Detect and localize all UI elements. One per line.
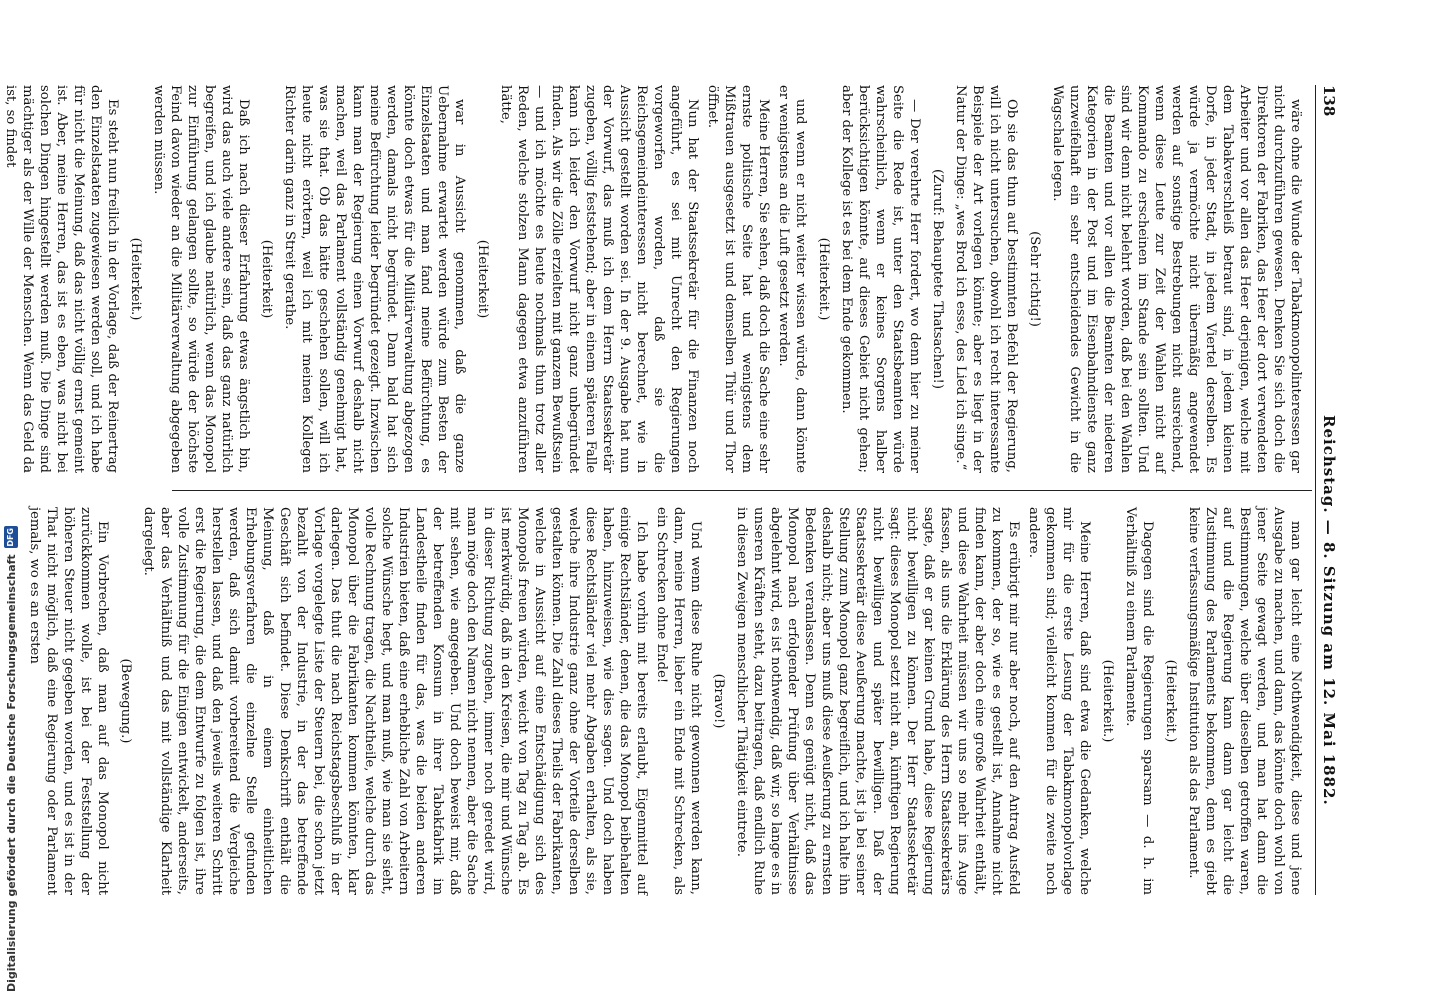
column-divider [172,490,1312,491]
paragraph: und wenn er nicht weiter wissen würde, dann könnte er wenigstens an die Luft gesetzt werden. [776,85,808,473]
paragraph: Und wenn diese Ruhe nicht gewonnen werden kann, dann, meine Herren, lieber ein Ende mit Schrecken, als ein Schrecken ohne Ende! [654,507,703,895]
page-title: Reichstag. — 8. Sitzung am 12. Mai 1882. [1320,415,1338,806]
paragraph: wäre ohne die Wunde der Tabakmonopolinteressen gar nicht durchzuführen gewesen. Denken Sie sich doch die Direktoren der Fabriken, das Heer der dort verwendeten Arbeiter und vor allen das Heer derjenigen, welche mit dem Tabakverschleiß betraut sind, in jedem kleinen Dorfe, in jeder Stadt, in jedem Viertel derselben. Es würde ja vermöchte nicht übermäßig angewendet werden auf sonstige Bestrebungen nicht ausreichend, wenn diese Leute zur Zeit der Wahlen nicht auf Kommando zu erscheinen im Stande sein sollten. Und sind wir denn nicht belehrt worden, daß bei den Wahlen die Beamten und vor allen die Beamten der niederen Kategorien in der Post und im Eisenbahndienste ganz unzweifelhaft ein sehr entscheidendes Gewicht in die Wagschale legen. [1050,85,1303,473]
right-column [27,507,1304,895]
digitization-footer [0,0,22,1000]
paragraph: — Der verehrte Herr fordert, wo denn hier zu meiner Seite die Rede ist, unter den Staatsbeamten würde wahrscheinlich, wenn er keines Sorgens halber berücksichtigen könnte, auf dieses Gebiet nicht gehen; aber der Kollege ist es bei dem Ende gekommen. [839,85,922,473]
paragraph: (Bravo!) [711,673,726,729]
paragraph: man gar leicht eine Nothwendigkeit, diese und jene Ausgabe zu machen, und dann, das könnte doch wohl von jener Seite gewagt werden, und man hat dann die Bestimmungen, welche über dieselben getroffen waren, auf und die Regierung kann dann gar leicht die Zustimmung des Parlaments bekommen, denn es giebt keine verfassungsmäßige Institution als das Parlament. [1186,507,1303,895]
paragraph: (Heiterkeit.) [1163,659,1178,743]
paragraph: Ob sie das thun auf bestimmten Befehl der Regierung, will ich nicht untersuchen, obwohl ich recht interessante Beispiele der Art vorlegen könnte; aber es liegt in der Natur der Dinge: „wes Brod ich esse, des Lied ich singe.“ [953,85,1019,473]
paragraph: (Heiterkeit.) [128,237,143,321]
paragraph: Es erübrigt mir nur aber noch, auf den Antrag Ausfeld zu kommen, der so, wie es gestellt ist, Annahme nicht finden kann, der aber doch eine große Wahrheit enthält, und diese Wahrheit müssen wir uns so mehr ins Auge fassen, als uns die Erklärung des Herrn Staatssekretärs sagte, daß er gar keinen Grund habe, diese Regierung nicht bewilligen zu können. Der Herr Staatssekretär sagt: dieses Monopol setzt nicht an, künftigen Regierung nicht bewilligen und später bewilligen. Daß der Staatssekretär diese Aeußerung machte, ist ja bei seiner Stellung zum Monopol ganz begreiflich, und ich halte ihn deshalb nicht; aber uns muß diese Aeußerung zu ernsten Bedenken veranlassen. Denn es genügt nicht, daß das Monopol nach erfolgender Prüfung über Verhältnisse abgelehnt wird, es ist nothwendig, daß wir, so lange es in unseren Kräften steht, dazu beitragen, daß endlich Ruhe in diesen Zweigen menschlicher Thätigkeit eintrete. [734,507,1021,895]
paragraph: (Heiterkeit) [475,239,490,319]
paragraph: (Heiterkeit.) [816,237,831,321]
paragraph: Meine Herren, Sie sehen, daß doch die Sache eine sehr ernste politische Seite hat und wenigstens dem Mißtrauen ausgesetzt ist und demselben Thür und Thor öffnet. [705,85,771,473]
paragraph: Daß ich nach dieser Erfahrung etwas ängstlich bin, wird das auch viele andere sein, daß das ganz natürlich begreifen, und ich glaube natürlich, wenn das Monopol zur Einführung gelangen sollte, so würde der höchste Feind davon wieder an die Militärverwaltung abgegeben werden müssen. [151,85,251,473]
paragraph: (Zuruf: Behauptete Thatsachen!) [930,168,945,389]
paragraph: Ich habe vorhin mit bereits erlaubt, Eigenmittel auf einige Rechtsländer, denen, die das Monopol beibehalten haben, hinzuweisen, wie dies sagen. Und doch haben diese Rechtsländer viel mehr Abgaben erhalten, als sie, welche ihre Industrie ganz ohne der Vorteile derselben gestalten können. Die Zahl dieses Theils der Fabrikanten, welche in Aussicht auf eine Entschädigung sich des Monopols freuen würden, weicht von Tag zu Tag ab. Es ist merkwürdig, daß in den Kreisen, die mir und Wünsche in dieser Richtung zugehen, immer noch geredet wird, man möge doch den Namen nicht nennen, aber die Sache mit sehen, wie angegeben. Und doch beweist mir, daß der betreffenden Konsum in ihrer Tabakfabrik im Landestheile finden für das, was die beiden anderen Industrien bieten, daß eine erhebliche Zahl von Arbeitern solche Wünsche hegt, und man muß, wie man sie sieht, volle Rechnung tragen, die Nachtheile, welche durch das Monopol über die Fabrikanten kommen könnten, klar darlegen. Das thut die nach Reichstagsbeschluß in der Vorlage vorgelegte Liste der Steuern bei, die schon jetzt bezahlt von der Industrie, in der das betreffende Geschäft sich befindet. Diese Denkschrift enthält die Meinung, daß in einem einheitlichen Erhebungsverfahren die einzelne Stelle gefunden werden, daß sich damit vorbereitend die Vergleiche herstellen lassen, und daß den jeweils weiteren Schritt erst die Regierung, die dem Entwurfe zu folgen ist, ihre volle Zustimmung für die Einigen entwickelt, anderseits, aber das Verhältniß und das mit vollständige Klarheit dargelegt. [141,507,649,895]
dfg-logo: DFG [4,526,18,548]
digitization-text: Digitalisierung gefördert durch die Deutsche Forschungsgemeinschaft [4,554,18,992]
paragraph: Nun hat der Staatssekretär für die Finanzen noch angeführt, es sei mit Unrecht den Regierungen vorgeworfen worden, daß sie die Reichsgemeindeinteressen nicht berechnet, wie in Aussicht gestellt worden sei. In der 9. Ausgabe hat nun der Vorwurf, das muß ich dem Herrn Staatssekretär zugeben, völlig feststehend; aber in einem späteren Falle kann ich leider den Vorwurf nicht ganz unbegründet finden. Als wir die Zölle erzielten mit ganzem Bewußtsein — und ich möchte es heute nochmals thun trotz aller Reden, welche stolzen Mann dagegen etwa anzuführen hätte, [498,85,700,473]
paragraph: (Sehr richtig!) [1027,231,1042,327]
paragraph: (Heiterkeit.) [1100,659,1115,743]
paragraph: (Bewegung.) [118,658,133,744]
paragraph: Ein Vorbrechen, daß man auf das Monopol nicht zurückkommen wolle, ist bei der Feststellung der höheren Steuer nicht gegeben worden, und es ist in der That nicht möglich, daß eine Regierung oder Parlament jemals, wo es an ersten [27,507,110,895]
paragraph: Dagegen sind die Regierungen sparsam — d. h. im Verhältniß zu einem Parlamente. [1123,507,1155,895]
page-header [1315,85,1342,895]
left-column [3,85,1304,473]
paragraph: Es steht nun freilich in der Vorlage, daß der Reinertrag den Einzelstaaten zugewiesen werden soll, und ich habe für nicht die Meinung, daß das nicht völlig ernst gemeint ist. Aber, meine Herren, das ist es eben, was nicht bei solchen Dingen hingestellt werden muß. Die Dinge sind mächtiger als der Wille der Menschen. Wenn das Geld da ist, so findet [3,85,120,473]
paragraph: (Heiterkeit) [259,239,274,319]
paragraph: war in Aussicht genommen, daß die ganze Uebernahme erwartet werden würde zum Besten der Einzelstaaten und man fand meine Befürchtung, es könnte doch etwas für die Militärverwaltung abgezogen werden, damals nicht begründet. Dann bald hat sich meine Befürchtung leider begründet gezeigt. Inzwischen kann man der Regierung einen Vorwurf deshalb nicht machen, weil das Parlament vollständig genehmigt hat, was sie that. Ob das hätte geschehen sollen, will ich heute nicht erörtern, weil ich mit meinen Kollegen Richter darin ganz in Streit gerathe. [282,85,467,473]
page-number: 138 [1320,85,1338,117]
paragraph: Meine Herren, daß sind etwa die Gedanken, welche mir für die erste Lesung der Tabakmonopolvorlage gekommen sind; vielleicht kommen für die zweite noch andere. [1026,507,1092,895]
